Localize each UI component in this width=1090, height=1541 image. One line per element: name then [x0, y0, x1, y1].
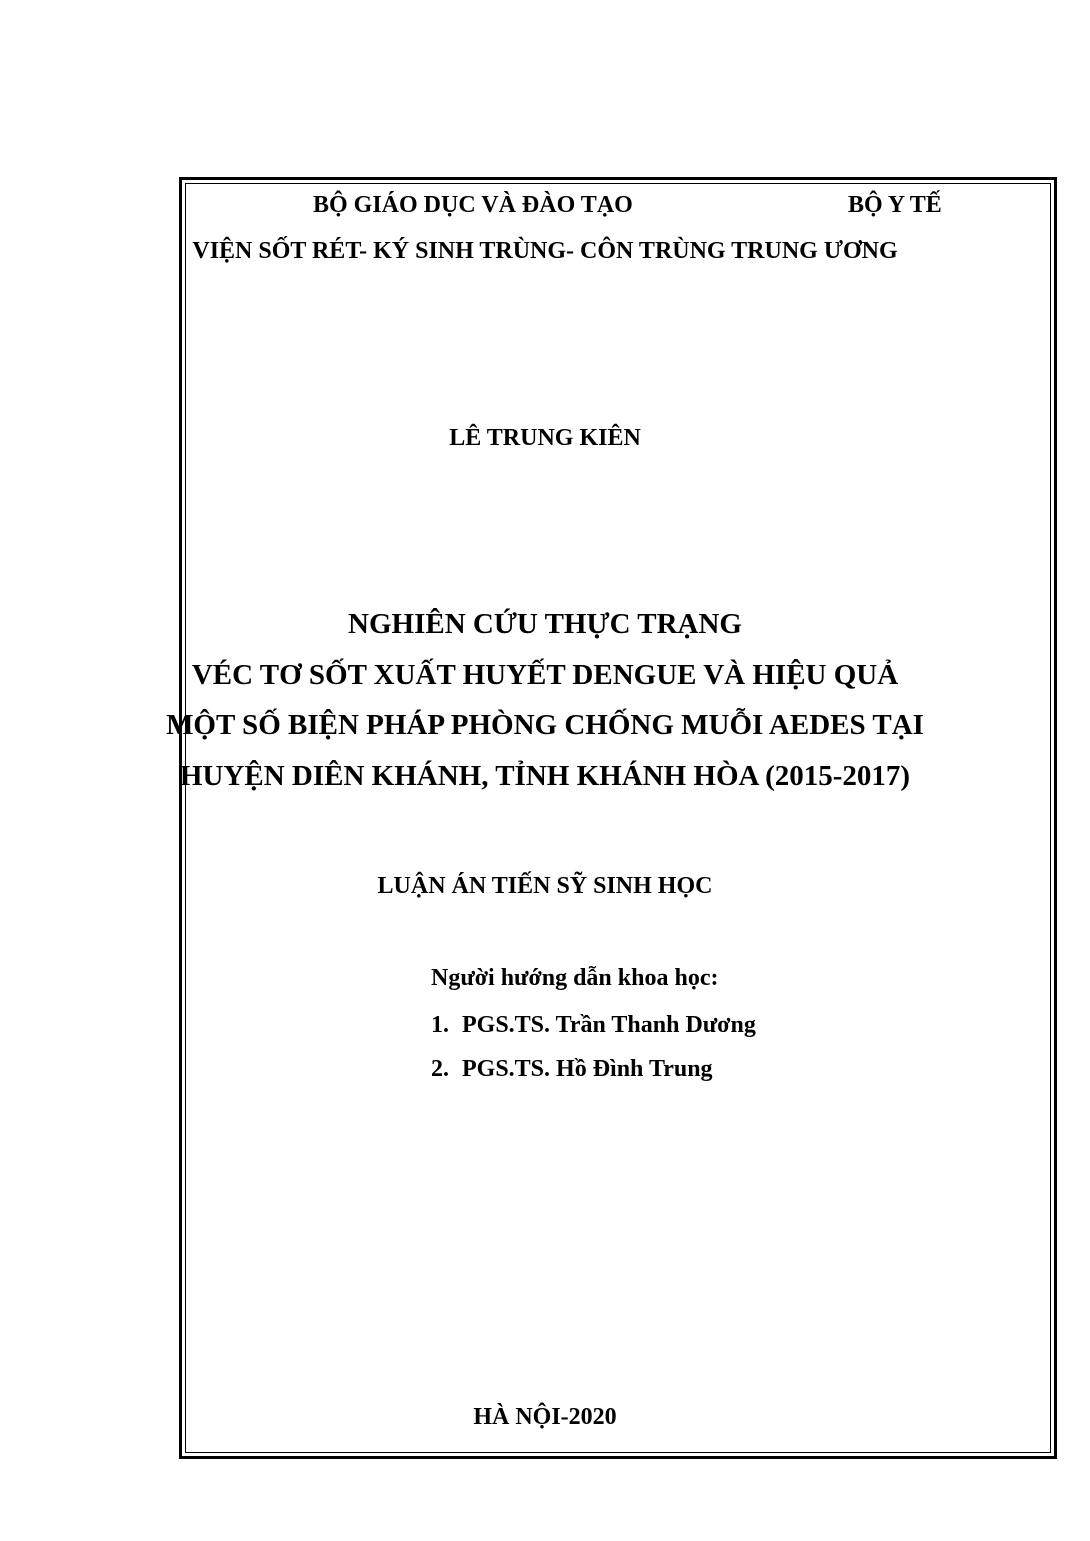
advisor-name: PGS.TS. Trần Thanh Dương: [462, 1012, 756, 1038]
advisor-item-2: [431, 1057, 713, 1081]
ministry-health: BỘ Y TẾ: [848, 192, 942, 218]
institute-name: VIỆN SỐT RÉT- KÝ SINH TRÙNG- CÔN TRÙNG TRUNG ƯƠNG: [192, 238, 898, 264]
degree-title: LUẬN ÁN TIẾN SỸ SINH HỌC: [377, 873, 713, 899]
ministry-education: BỘ GIÁO DỤC VÀ ĐÀO TẠO: [313, 192, 633, 218]
thesis-title-line-3: MỘT SỐ BIỆN PHÁP PHÒNG CHỐNG MUỖI AEDES TẠI: [166, 709, 924, 741]
advisor-name: PGS.TS. Hồ Đình Trung: [462, 1056, 713, 1082]
advisor-number: 2.: [431, 1056, 449, 1082]
thesis-title-line-4: HUYỆN DIÊN KHÁNH, TỈNH KHÁNH HÒA (2015-2017): [179, 760, 911, 792]
thesis-title-line-1: NGHIÊN CỨU THỰC TRẠNG: [348, 608, 742, 640]
advisors-heading: Người hướng dẫn khoa học:: [431, 965, 719, 991]
thesis-title-line-2: VÉC TƠ SỐT XUẤT HUYẾT DENGUE VÀ HIỆU QUẢ: [191, 659, 899, 691]
advisor-item-1: [431, 1013, 756, 1037]
author-name: LÊ TRUNG KIÊN: [449, 425, 641, 451]
place-year: HÀ NỘI-2020: [473, 1404, 617, 1430]
advisor-number: 1.: [431, 1012, 449, 1038]
cover-border: [179, 177, 1057, 1459]
